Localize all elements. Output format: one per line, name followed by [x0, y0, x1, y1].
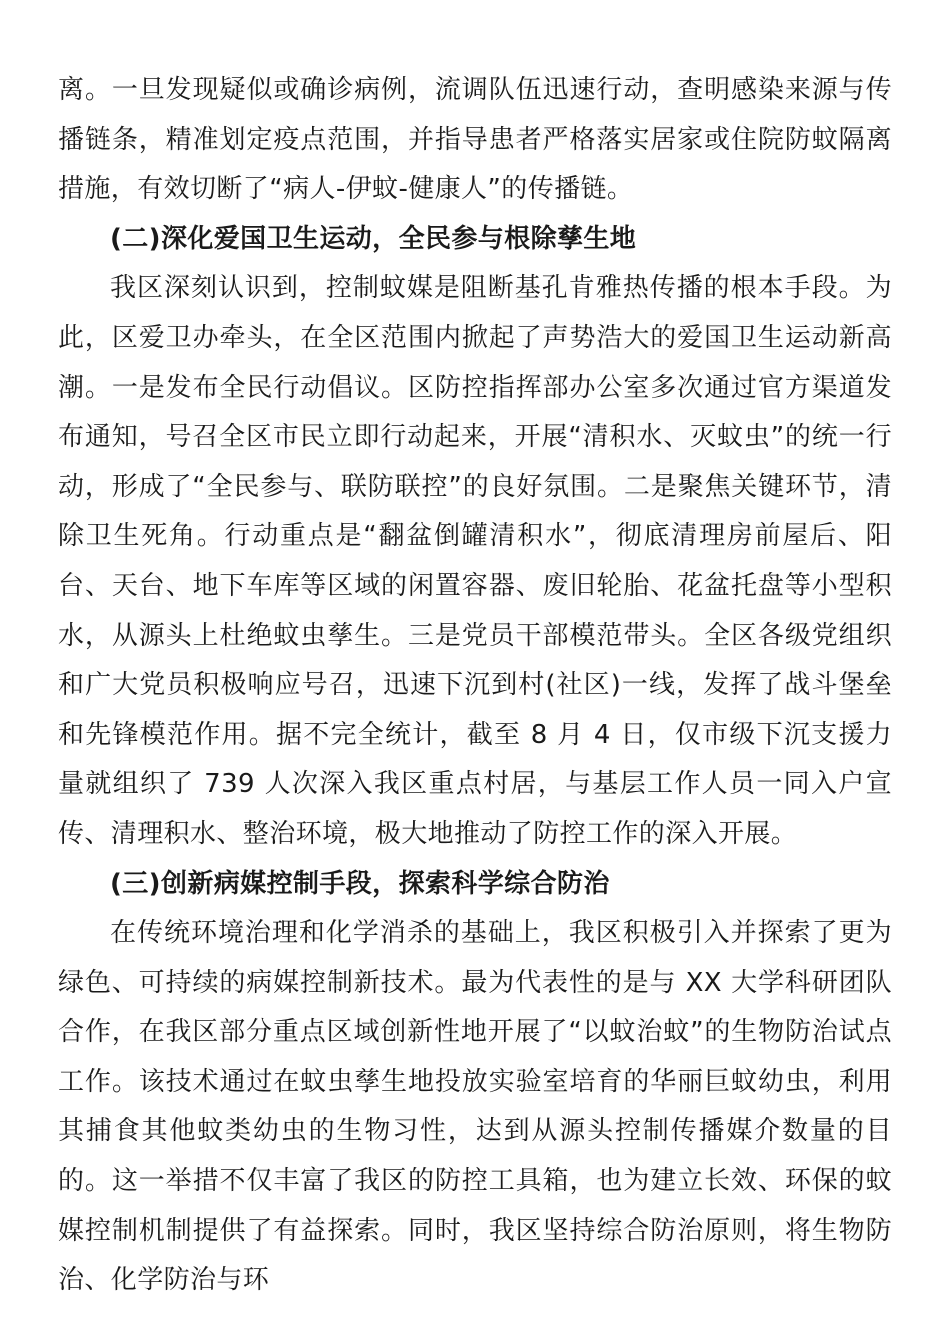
paragraph-vector-control-innovation: 在传统环境治理和化学消杀的基础上，我区积极引入并探索了更为绿色、可持续的病媒控制新技术。最为代表性的是与 XX 大学科研团队合作，在我区部分重点区域创新性地开展了“以蚊治蚊”的生物防治试点工作。该技术通过在蚊虫孳生地投放实验室培育的华丽巨蚊幼虫，利用其捕食其他蚊类幼虫的生物习性，达到从源头控制传播媒介数量的目的。这一举措不仅丰富了我区的防控工具箱，也为建立长效、环保的蚊媒控制机制提供了有益探索。同时，我区坚持综合防治原则，将生物防治、化学防治与环 — [58, 918, 892, 1296]
section-heading-patriotic-health: (二)深化爱国卫生运动，全民参与根除孳生地 — [110, 223, 637, 254]
section-heading-vector-control: (三)创新病媒控制手段，探索科学综合防治 — [110, 868, 610, 899]
document-page — [58, 66, 892, 1306]
paragraph-patriotic-health-campaign: 我区深刻认识到，控制蚊媒是阻断基孔肯雅热传播的根本手段。为此，区爱卫办牵头，在全区范围内掀起了声势浩大的爱国卫生运动新高潮。一是发布全民行动倡议。区防控指挥部办公室多次通过官方渠道发布通知，号召全区市民立即行动起来，开展“清积水、灭蚊虫”的统一行动，形成了“全民参与、联防联控”的良好氛围。二是聚焦关键环节，清除卫生死角。行动重点是“翻盆倒罐清积水”，彻底清理房前屋后、阳台、天台、地下车库等区域的闲置容器、废旧轮胎、花盆托盘等小型积水，从源头上杜绝蚊虫孳生。三是党员干部模范带头。全区各级党组织和广大党员积极响应号召，迅速下沉到村(社区)一线，发挥了战斗堡垒和先锋模范作用。据不完全统计，截至 8 月 4 日，仅市级下沉支援力量就组织了 739 人次深入我区重点村居，与基层工作人员一同入户宣传、清理积水、整治环境，极大地推动了防控工作的深入开展。 — [58, 273, 892, 849]
paragraph-isolation-continued: 离。一旦发现疑似或确诊病例，流调队伍迅速行动，查明感染来源与传播链条，精准划定疫点范围，并指导患者严格落实居家或住院防蚊隔离措施，有效切断了“病人-伊蚊-健康人”的传播链。 — [58, 75, 892, 205]
